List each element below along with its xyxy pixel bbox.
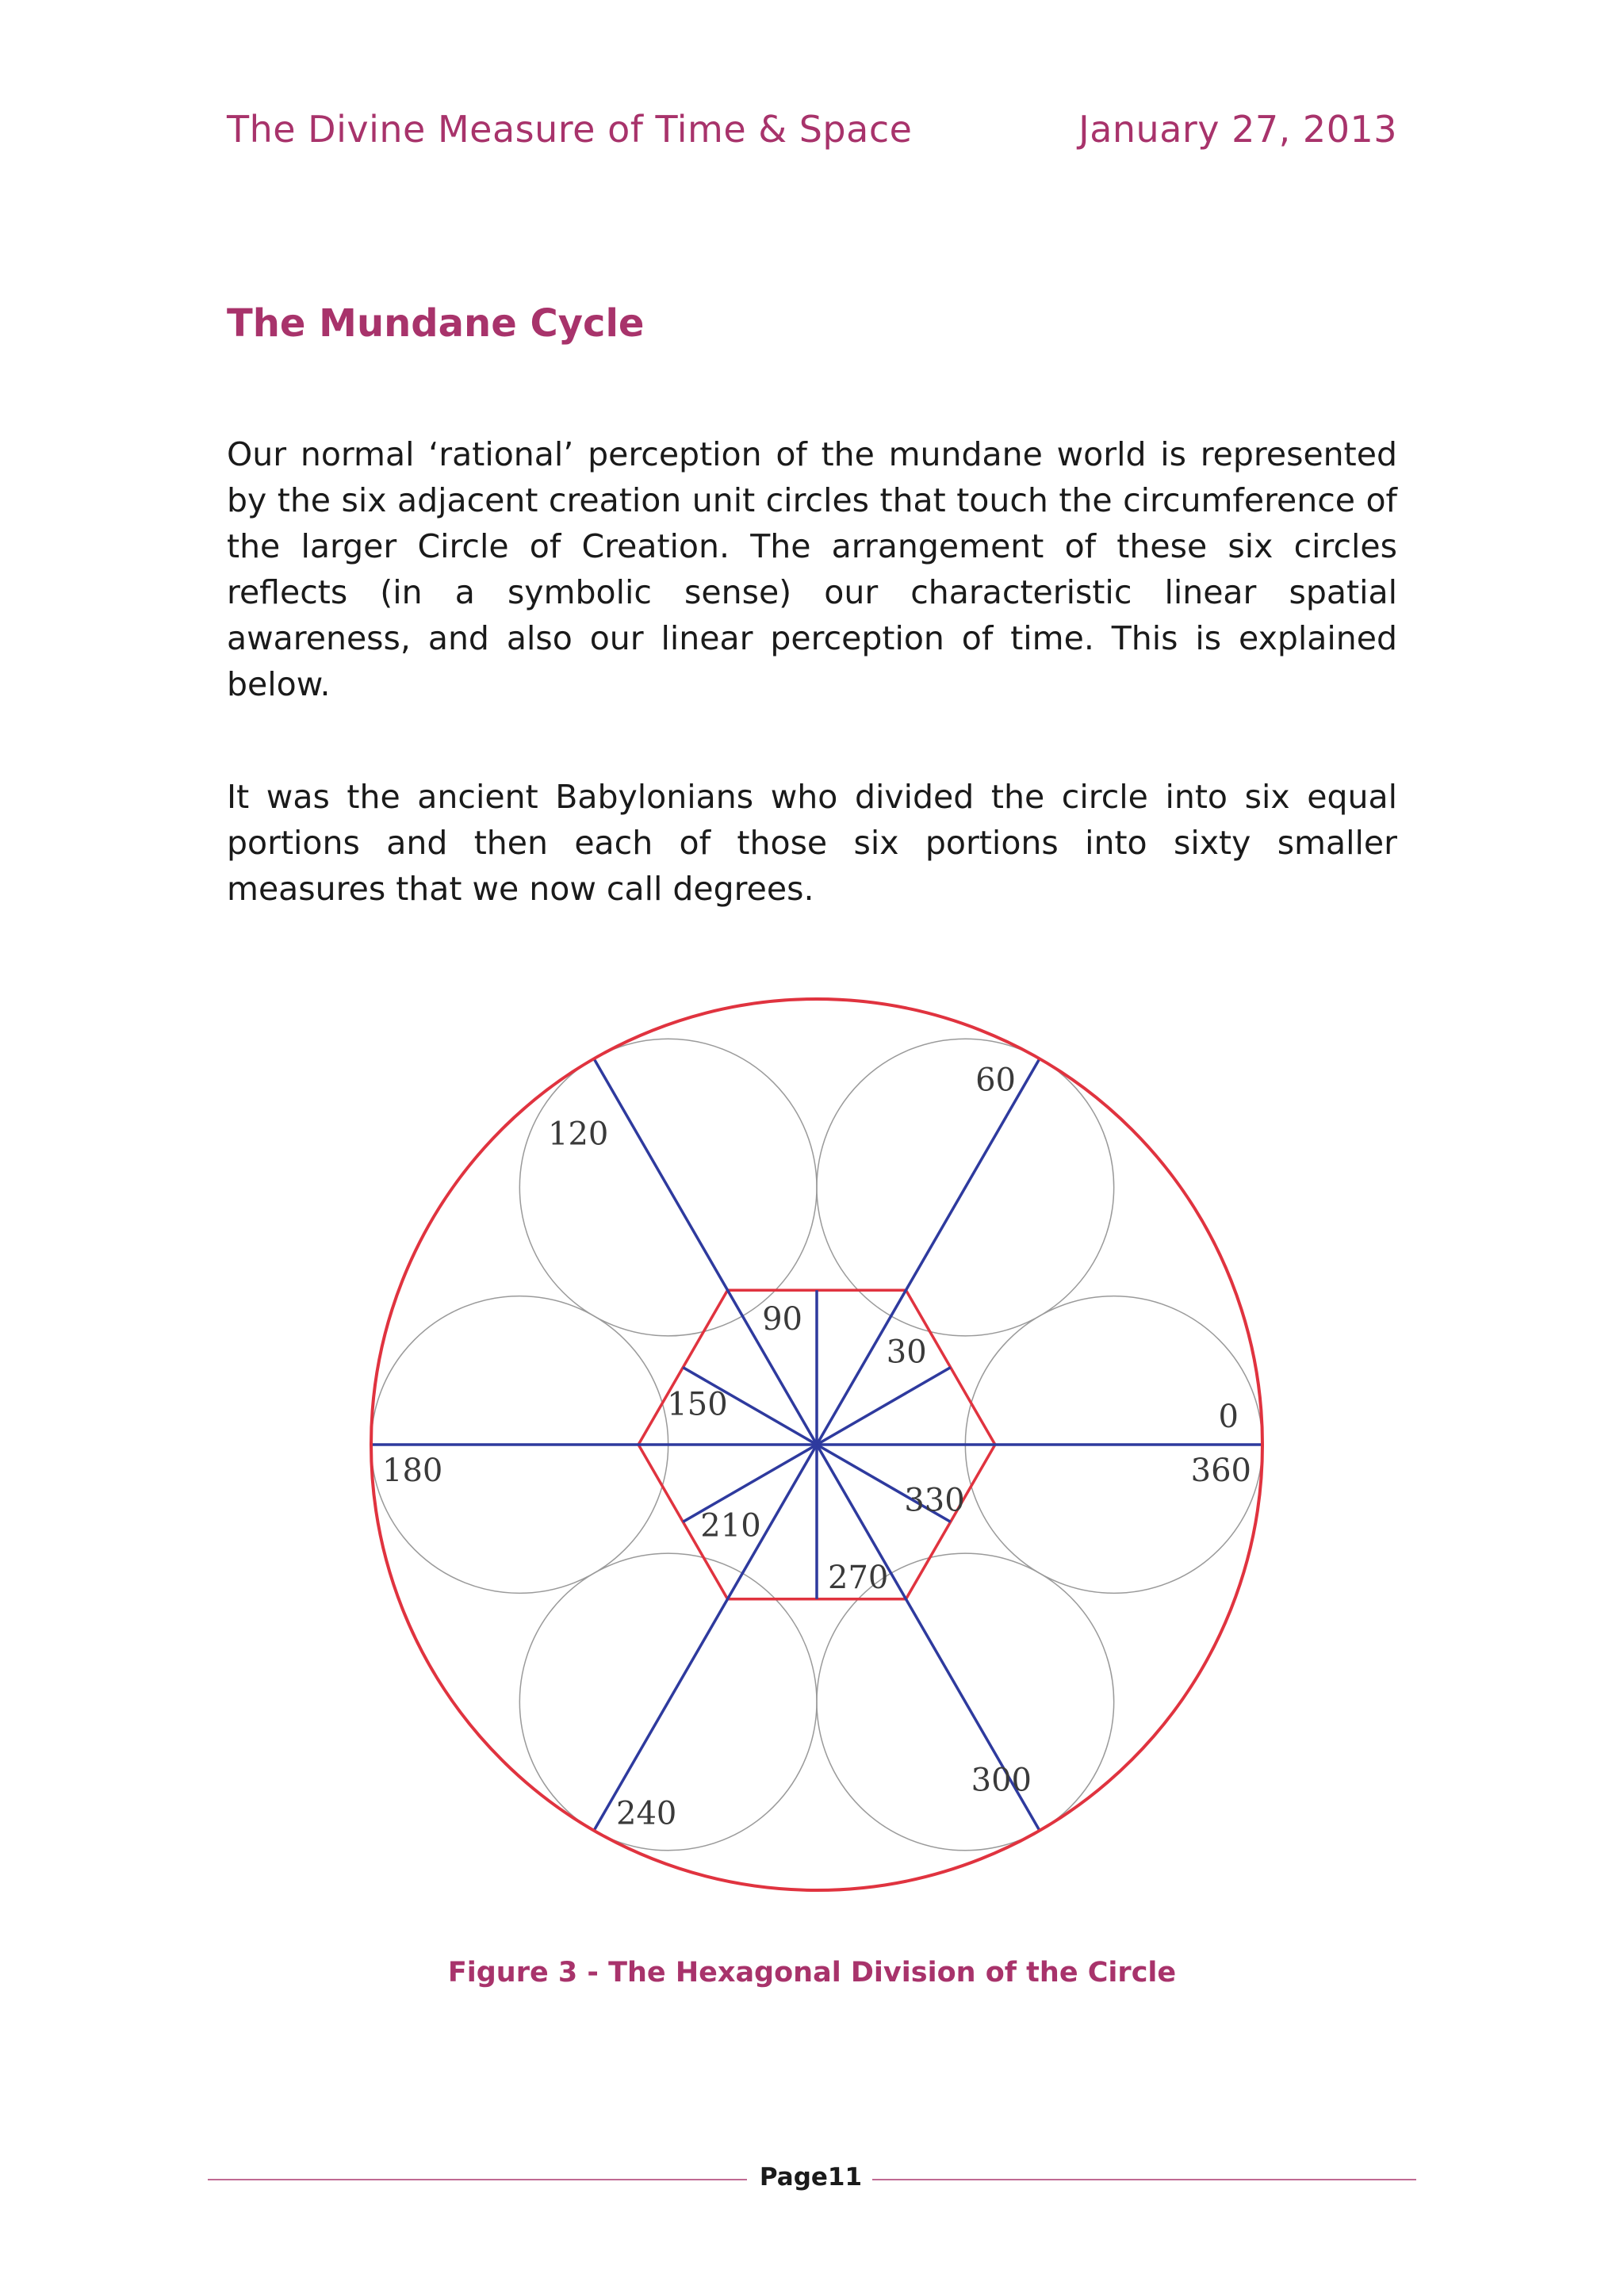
degree-label-150: 150	[667, 1386, 728, 1423]
degree-label-30: 30	[886, 1334, 927, 1371]
degree-label-210: 210	[700, 1507, 761, 1545]
degree-label-360: 360	[1190, 1453, 1251, 1489]
header-date: January 27, 2013	[1078, 108, 1397, 151]
footer-rule-right	[872, 2179, 1416, 2180]
degree-label-240: 240	[616, 1795, 677, 1832]
degree-label-60: 60	[975, 1062, 1016, 1099]
body-paragraph-2: It was the ancient Babylonians who divided the circle into six equal portions and then each of those six portions into sixty smaller measures that we now call degrees.	[227, 778, 1397, 908]
hexagonal-division-figure	[349, 983, 1285, 1919]
radial-line	[594, 1445, 817, 1831]
degree-label-300: 300	[971, 1762, 1032, 1799]
header-title: The Divine Measure of Time & Space	[227, 108, 913, 151]
body-paragraph-1: Our normal ‘rational’ perception of the mundane world is represented by the six adjacent creation unit circles that touch the circumference of the larger Circle of Creation. The arrangement of these six circles reflects (in a symbolic sense) our characteristic linear spatial awareness, and also our linear perception of time. This is explained below.	[227, 435, 1397, 703]
footer-rule-left	[208, 2179, 747, 2180]
section-heading: The Mundane Cycle	[227, 301, 645, 346]
figure-caption: Figure 3 - The Hexagonal Division of the Circle	[447, 1957, 1177, 1989]
degree-label-90: 90	[762, 1301, 802, 1338]
degree-label-120: 120	[548, 1116, 609, 1153]
radial-line	[817, 1058, 1040, 1445]
radial-line	[817, 1368, 951, 1445]
page-number: Page11	[759, 2163, 863, 2192]
degree-label-330: 330	[904, 1482, 965, 1519]
figure-svg	[349, 983, 1285, 1919]
degree-label-180: 180	[382, 1453, 443, 1489]
degree-label-0: 0	[1218, 1399, 1239, 1435]
degree-label-270: 270	[828, 1559, 889, 1596]
